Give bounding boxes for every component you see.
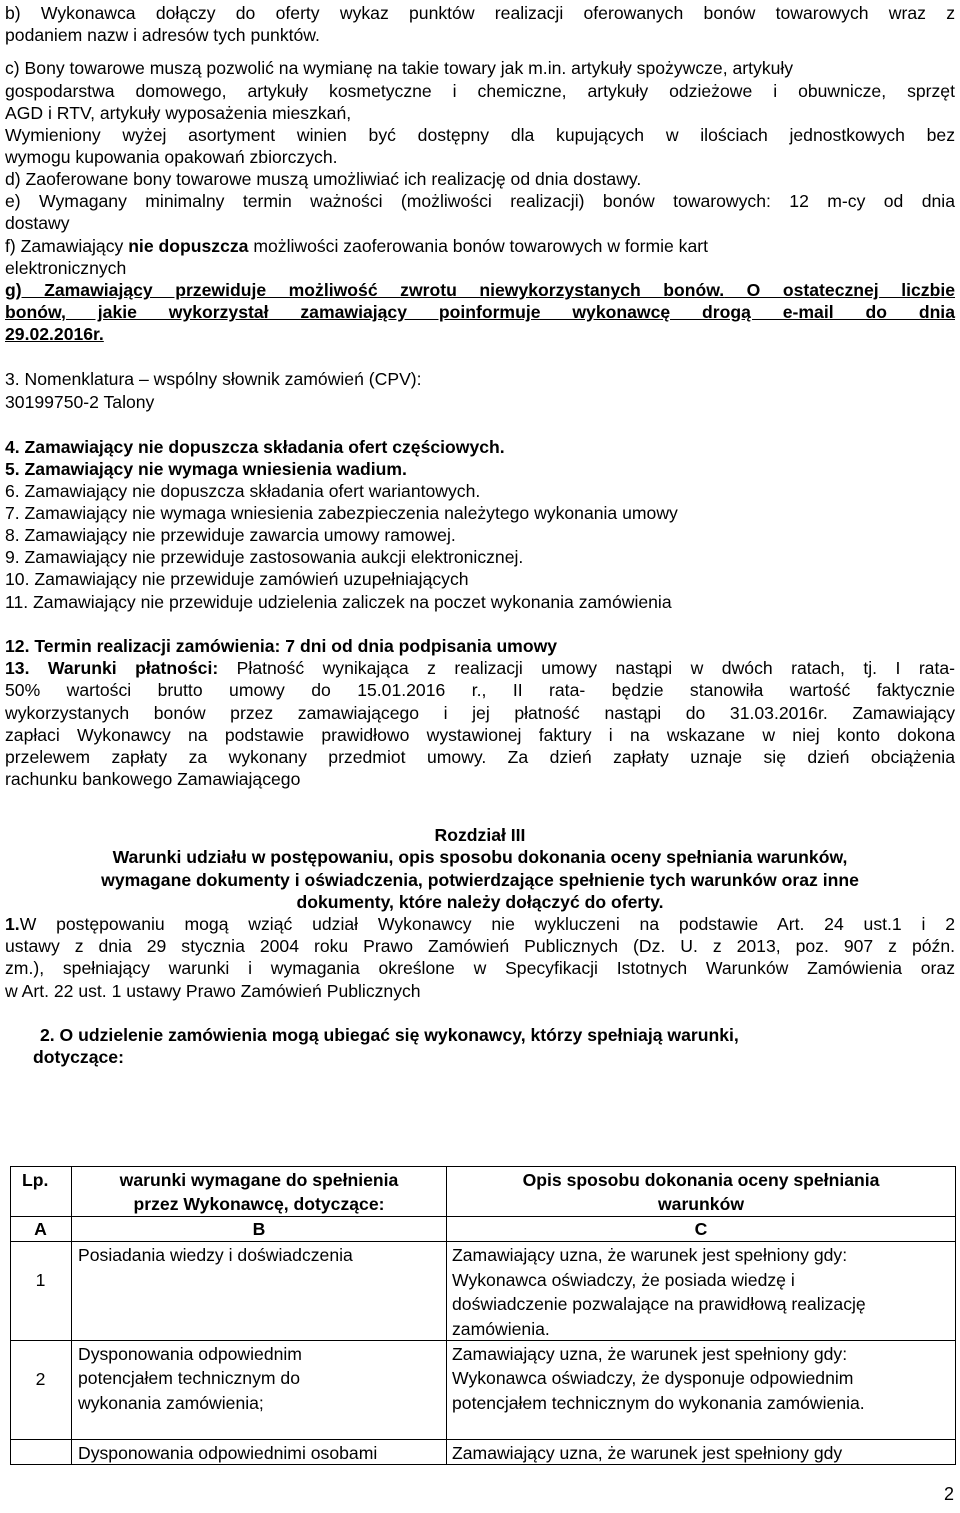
section-13-line: zapłaci Wykonawcy na podstawie prawidłowo wystawionej faktury i na wskazane w niej konto dokona bbox=[5, 725, 955, 745]
paragraph-c-line: AGD i RTV, artykuły wyposażenia mieszkań, bbox=[5, 103, 352, 123]
table-row-description: doświadczenie pozwalające na prawidłową realizację bbox=[452, 1294, 866, 1314]
section-4: 4. Zamawiający nie dopuszcza składania ofert częściowych. bbox=[5, 437, 505, 457]
paragraph-c-line: Wymieniony wyżej asortyment winien być dostępny dla kupujących w ilościach jednostkowych bez bbox=[5, 125, 955, 145]
paragraph-g-date: 29.02.2016r. bbox=[5, 324, 104, 344]
point-1-line: ustawy z dnia 29 stycznia 2004 roku Prawo Zamówień Publicznych (Dz. U. z 2013, poz. 907 z późn. bbox=[5, 936, 955, 956]
chapter-subtitle-line: dokumenty, które należy dołączyć do oferty. bbox=[296, 892, 664, 912]
section-7: 7. Zamawiający nie wymaga wniesienia zabezpieczenia należytego wykonania umowy bbox=[5, 503, 678, 523]
paragraph-f-line: elektronicznych bbox=[5, 258, 127, 278]
section-9: 9. Zamawiający nie przewiduje zastosowania aukcji elektronicznej. bbox=[5, 547, 524, 567]
section-12: 12. Termin realizacji zamówienia: 7 dni od dnia podpisania umowy bbox=[5, 636, 558, 656]
section-13-line: rachunku bankowego Zamawiającego bbox=[5, 769, 301, 789]
paragraph-g-line: bonów, jakie wykorzystał zamawiający poinformuje wykonawcę drogą e-mail do dnia bbox=[5, 302, 955, 322]
point-1-line: w Art. 22 ust. 1 ustawy Prawo Zamówień Publicznych bbox=[5, 981, 421, 1001]
table-row-description: potencjałem technicznym do wykonania zamówienia. bbox=[452, 1393, 865, 1413]
paragraph-g-continuation: O ostatecznej liczbie bbox=[724, 280, 955, 300]
paragraph-g-underlined: g) Zamawiający przewiduje możliwość zwrotu niewykorzystanych bonów. bbox=[5, 280, 725, 300]
table-row-condition: Dysponowania odpowiednimi osobami bbox=[78, 1443, 378, 1463]
table-row-lp: 1 bbox=[35, 1270, 46, 1290]
chapter-title: Rozdział III bbox=[434, 825, 526, 845]
table-header-description: Opis sposobu dokonania oceny spełniania bbox=[522, 1170, 880, 1190]
point-2-line: dotyczące: bbox=[33, 1047, 124, 1067]
table-column-letter: A bbox=[34, 1219, 47, 1239]
table-row-description: Zamawiający uzna, że warunek jest spełniony gdy: bbox=[452, 1245, 848, 1265]
paragraph-d-line: d) Zaoferowane bony towarowe muszą umożliwiać ich realizację od dnia dostawy. bbox=[5, 169, 642, 189]
section-11: 11. Zamawiający nie przewiduje udzielenia zaliczek na poczet wykonania zamówienia bbox=[5, 592, 672, 612]
table-row-condition: Dysponowania odpowiednim bbox=[78, 1344, 302, 1364]
table-row-lp: 2 bbox=[35, 1369, 46, 1389]
paragraph-b-line: b) Wykonawca dołączy do oferty wykaz punktów realizacji oferowanych bonów towarowych wraz z bbox=[5, 3, 955, 23]
point-1-line: zm.), spełniający warunki i wymagania określone w Specyfikacji Istotnych Warunków Zamówienia oraz bbox=[5, 958, 955, 978]
table-row-description: Wykonawca oświadczy, że dysponuje odpowiednim bbox=[452, 1368, 854, 1388]
section-13-line: przelewem zapłaty za wykonany przedmiot umowy. Za dzień zapłaty uznaje się dzień obciążenia bbox=[5, 747, 955, 767]
section-10: 10. Zamawiający nie przewiduje zamówień uzupełniających bbox=[5, 569, 469, 589]
table-row-description: Zamawiający uzna, że warunek jest spełniony gdy bbox=[452, 1443, 843, 1463]
table-header-conditions: przez Wykonawcę, dotyczące: bbox=[133, 1194, 385, 1214]
paragraph-c-line: c) Bony towarowe muszą pozwolić na wymianę na takie towary jak m.in. artykuły spożywcze, artykuły bbox=[5, 58, 794, 78]
section-5: 5. Zamawiający nie wymaga wniesienia wadium. bbox=[5, 459, 407, 479]
paragraph-g-line bbox=[5, 279, 955, 301]
chapter-subtitle-line: Warunki udziału w postępowaniu, opis sposobu dokonania oceny spełniania warunków, bbox=[112, 847, 848, 867]
table-row-condition: wykonania zamówienia; bbox=[78, 1393, 264, 1413]
point-2-line: 2. O udzielenie zamówienia mogą ubiegać się wykonawcy, którzy spełniają warunki, bbox=[40, 1025, 739, 1045]
table-row-description: Wykonawca oświadczy, że posiada wiedzę i bbox=[452, 1270, 795, 1290]
section-6: 6. Zamawiający nie dopuszcza składania ofert wariantowych. bbox=[5, 481, 481, 501]
point-1-line bbox=[5, 913, 955, 935]
table-row-description: Zamawiający uzna, że warunek jest spełniony gdy: bbox=[452, 1344, 848, 1364]
table-border-left bbox=[10, 1166, 11, 1465]
section-8: 8. Zamawiający nie przewiduje zawarcia umowy ramowej. bbox=[5, 525, 456, 545]
table-column-letter: C bbox=[694, 1219, 708, 1239]
section-13-text: Płatność wynikająca z realizacji umowy nastąpi w dwóch ratach, tj. I rata- bbox=[218, 658, 955, 678]
section-3-title: 3. Nomenklatura – wspólny słownik zamówień (CPV): bbox=[5, 369, 422, 389]
paragraph-e-line: e) Wymagany minimalny termin ważności (możliwości realizacji) bonów towarowych: 12 m-cy od dnia bbox=[5, 191, 955, 211]
table-row-condition: Posiadania wiedzy i doświadczenia bbox=[78, 1245, 353, 1265]
page-number: 2 bbox=[943, 1484, 954, 1504]
paragraph-e-line: dostawy bbox=[5, 213, 70, 233]
chapter-subtitle-line: wymagane dokumenty i oświadczenia, potwierdzające spełnienie tych warunków oraz inne bbox=[101, 870, 859, 890]
table-border bbox=[10, 1439, 956, 1440]
section-13-line: wykorzystanych bonów przez zamawiającego i jej płatność nastąpi do 31.03.2016r. Zamawiający bbox=[5, 703, 955, 723]
paragraph-f-emphasis: nie dopuszcza bbox=[128, 236, 249, 256]
section-13-title: 13. Warunki płatności: bbox=[5, 658, 219, 678]
point-1-text: W postępowaniu mogą wziąć udział Wykonawcy nie wykluczeni na podstawie Art. 24 ust.1 i 2 bbox=[19, 914, 955, 934]
paragraph-f-prefix: f) Zamawiający bbox=[5, 236, 129, 256]
table-border-right bbox=[955, 1166, 956, 1465]
paragraph-c-line: wymogu kupowania opakowań zbiorczych. bbox=[5, 147, 338, 167]
table-header-conditions: warunki wymagane do spełnienia bbox=[119, 1170, 399, 1190]
paragraph-c-line: gospodarstwa domowego, artykuły kosmetyczne i chemiczne, artykuły odzieżowe i obuwnicze, sprzęt bbox=[5, 81, 955, 101]
table-header-lp: Lp. bbox=[22, 1170, 49, 1190]
table-column-letter: B bbox=[252, 1219, 266, 1239]
table-border-top bbox=[10, 1166, 956, 1167]
section-3-code: 30199750-2 Talony bbox=[5, 392, 155, 412]
table-header-description: warunków bbox=[657, 1194, 745, 1214]
section-13-line: 50% wartości brutto umowy do 15.01.2016 r., II rata- będzie stanowiła wartość faktycznie bbox=[5, 680, 955, 700]
paragraph-b-line: podaniem nazw i adresów tych punktów. bbox=[5, 25, 320, 45]
section-13-line bbox=[5, 657, 955, 679]
point-1-number: 1. bbox=[5, 914, 20, 934]
table-row-condition: potencjałem technicznym do bbox=[78, 1368, 300, 1388]
paragraph-f-line bbox=[5, 235, 955, 257]
table-row-description: zamówienia. bbox=[452, 1319, 550, 1339]
paragraph-f-suffix: możliwości zaoferowania bonów towarowych w formie kart bbox=[248, 236, 709, 256]
